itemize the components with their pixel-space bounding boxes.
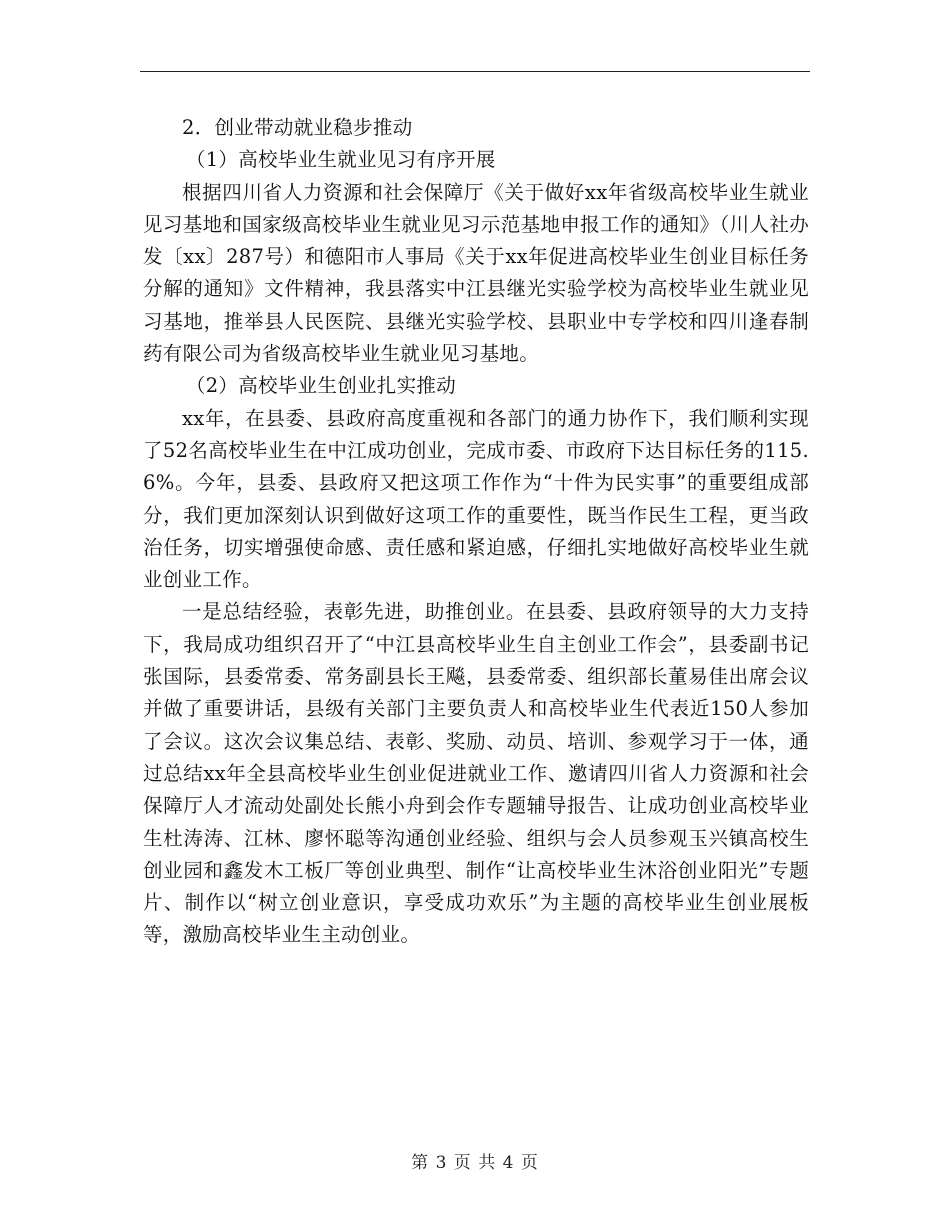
body-paragraph-internship: 根据四川省人力资源和社会保障厅《关于做好xx年省级高校毕业生就业见习基地和国家级高校毕业生就业见习示范基地申报工作的通知》（川人社办发〔xx〕287号）和德阳市人事局《关于xx年促进高校毕业生创业目标任务分解的通知》文件精神，我县落实中江县继光实验学校为高校毕业生就业见习基地，推举县人民医院、县继光实验学校、县职业中专学校和四川逢春制药有限公司为省级高校毕业生就业见习基地。 (143, 180, 809, 366)
body-paragraph-entrepreneurship: xx年，在县委、县政府高度重视和各部门的通力协作下，我们顺利实现了52名高校毕业生在中江成功创业，完成市委、市政府下达目标任务的115.6%。今年，县委、县政府又把这项工作作为“十件为民实事”的重要组成部分，我们更加深刻认识到做好这项工作的重要性，既当作民生工程，更当政治任务，切实增强使命感、责任感和紧迫感，仔细扎实地做好高校毕业生就业创业工作。 (143, 406, 809, 592)
subsection-heading-internship: （1）高校毕业生就业见习有序开展 (185, 148, 496, 172)
header-rule (140, 71, 810, 72)
page-number-footer: 第 3 页 共 4 页 (411, 1153, 539, 1173)
section-heading: 2．创业带动就业稳步推动 (182, 116, 413, 139)
body-paragraph-experience: 一是总结经验，表彰先进，助推创业。在县委、县政府领导的大力支持下，我局成功组织召开了“中江县高校毕业生自主创业工作会”，县委副书记张国际，县委常委、常务副县长王飚，县委常委、组织部长董易佳出席会议并做了重要讲话，县级有关部门主要负责人和高校毕业生代表近150人参加了会议。这次会议集总结、表彰、奖励、动员、培训、参观学习于一体，通过总结xx年全县高校毕业生创业促进就业工作、邀请四川省人力资源和社会保障厅人才流动处副处长熊小舟到会作专题辅导报告、让成功创业高校毕业生杜涛涛、江林、廖怀聪等沟通创业经验、组织与会人员参观玉兴镇高校生创业园和鑫发木工板厂等创业典型、制作“让高校毕业生沐浴创业阳光”专题片、制作以“树立创业意识，享受成功欢乐”为主题的高校毕业生创业展板等，激励高校毕业生主动创业。 (143, 600, 809, 947)
document-body (143, 112, 809, 952)
subsection-heading-entrepreneurship: （2）高校毕业生创业扎实推动 (185, 374, 456, 398)
